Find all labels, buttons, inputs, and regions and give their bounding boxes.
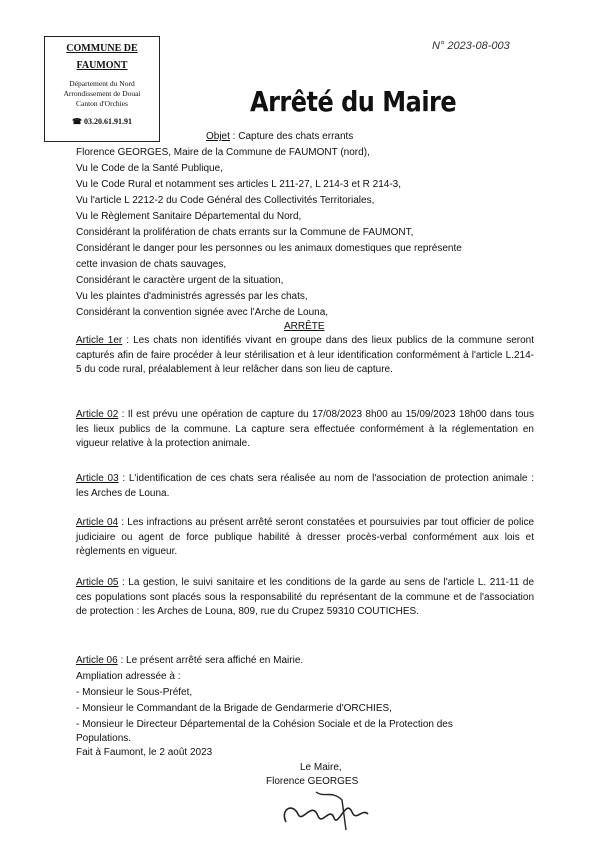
article-2-label: Article 02 (76, 409, 119, 420)
preamble-line-8: Considérant le caractère urgent de la situation, (76, 275, 284, 286)
stamp-arrondissement: Arrondissement de Douai (63, 89, 141, 98)
article-6-text: : Le présent arrêté sera affiché en Mairie. (117, 655, 304, 666)
ampliation-line-1: - Monsieur le Sous-Préfet, (76, 687, 193, 698)
preamble-line-6: Considérant le danger pour les personnes ou les animaux domestiques que représente (76, 243, 462, 254)
stamp-phone: ☎ 03.20.61.91.91 (72, 117, 132, 126)
fait-a: Fait à Faumont, le 2 août 2023 (76, 747, 213, 758)
objet-text: : Capture des chats errants (229, 131, 354, 142)
preamble-line-7: cette invasion de chats sauvages, (76, 259, 227, 270)
article-3-text: : L'identification de ces chats sera réalisée au nom de l'association de protection animale : les Arches de Louna. (76, 473, 534, 499)
ampliation-line-2: - Monsieur le Commandant de la Brigade de Gendarmerie d'ORCHIES, (76, 703, 392, 714)
preamble-line-1: Vu le Code de la Santé Publique, (76, 163, 223, 174)
signature-flourish (316, 792, 346, 830)
article-4-label: Article 04 (76, 517, 119, 528)
ampliation-line-0: Ampliation adressée à : (76, 671, 181, 682)
page-title: Arrêté du Maire (250, 85, 457, 119)
signature-role: Le Maire, (300, 762, 342, 773)
article-2-text: : Il est prévu une opération de capture du 17/08/2023 8h00 au 15/09/2023 18h00 dans tous les lieux publics de la commune. La capture sera effectuée conformément à la réglementation en vigueur relative à la protection animale. (76, 409, 534, 450)
signature-name: Florence GEORGES (266, 776, 359, 787)
article-5 (76, 576, 534, 620)
stamp-canton: Canton d'Orchies (76, 99, 128, 108)
stamp-commune-line2: FAUMONT (76, 60, 128, 71)
handwritten-signature (272, 772, 382, 834)
stamp-commune-line1: COMMUNE DE (66, 43, 138, 54)
article-6 (76, 654, 534, 669)
article-1 (76, 334, 534, 378)
article-3-label: Article 03 (76, 473, 119, 484)
article-5-label: Article 05 (76, 577, 119, 588)
signature-stroke (284, 808, 368, 822)
article-4-text: : Les infractions au présent arrêté seront constatées et poursuivies par tout officier de police judiciaire ou agent de force publique habilité à dresser procès-verbal conformément aux lois et règlements en vigueur. (76, 517, 534, 558)
preamble-line-2: Vu le Code Rural et notamment ses articles L 211-27, L 214-3 et R 214-3, (76, 179, 401, 190)
arrete-number: N° 2023-08-003 (432, 40, 510, 52)
preamble-line-10: Considérant la convention signée avec l'Arche de Louna, (76, 307, 329, 318)
preamble-line-4: Vu le Règlement Sanitaire Départemental du Nord, (76, 211, 302, 222)
article-4 (76, 516, 534, 560)
article-3 (76, 472, 534, 501)
preamble-line-3: Vu l'article L 2212-2 du Code Général des Collectivités Territoriales, (76, 195, 375, 206)
article-1-label: Article 1er (76, 335, 123, 346)
article-1-text: : Les chats non identifiés vivant en groupe dans des lieux publics de la commune seront capturés afin de faire procéder à leur stérilisation et à leur identification conformément à l'article L.214-5 du code rural, préalablement à leur relâcher dans son lieu de capture. (76, 335, 535, 376)
commune-stamp (44, 36, 160, 142)
preamble-line-0: Florence GEORGES, Maire de la Commune de FAUMONT (nord), (76, 147, 370, 158)
article-5-text: : La gestion, le suivi sanitaire et les conditions de la garde au sens de l'article L. 211-11 de ces populations sont placés sous la responsabilité du représentant de la commune et de l'association de protection : les Arches de Louna, 809, rue du Crupez 59310 COUTICHES. (76, 577, 535, 618)
article-2 (76, 408, 534, 452)
arrete-heading: ARRÊTE (284, 321, 325, 332)
objet-line (206, 130, 595, 144)
objet-label: Objet (206, 131, 230, 142)
stamp-dept: Département du Nord (69, 79, 135, 88)
ampliation-line-4: Populations. (76, 733, 132, 744)
preamble-line-9: Vu les plaintes d'administrés agressés par les chats, (76, 291, 308, 302)
ampliation-line-3: - Monsieur le Directeur Départemental de la Cohésion Sociale et de la Protection des (76, 719, 453, 730)
article-6-label: Article 06 (76, 655, 118, 666)
preamble-line-5: Considérant la prolifération de chats errants sur la Commune de FAUMONT, (76, 227, 414, 238)
